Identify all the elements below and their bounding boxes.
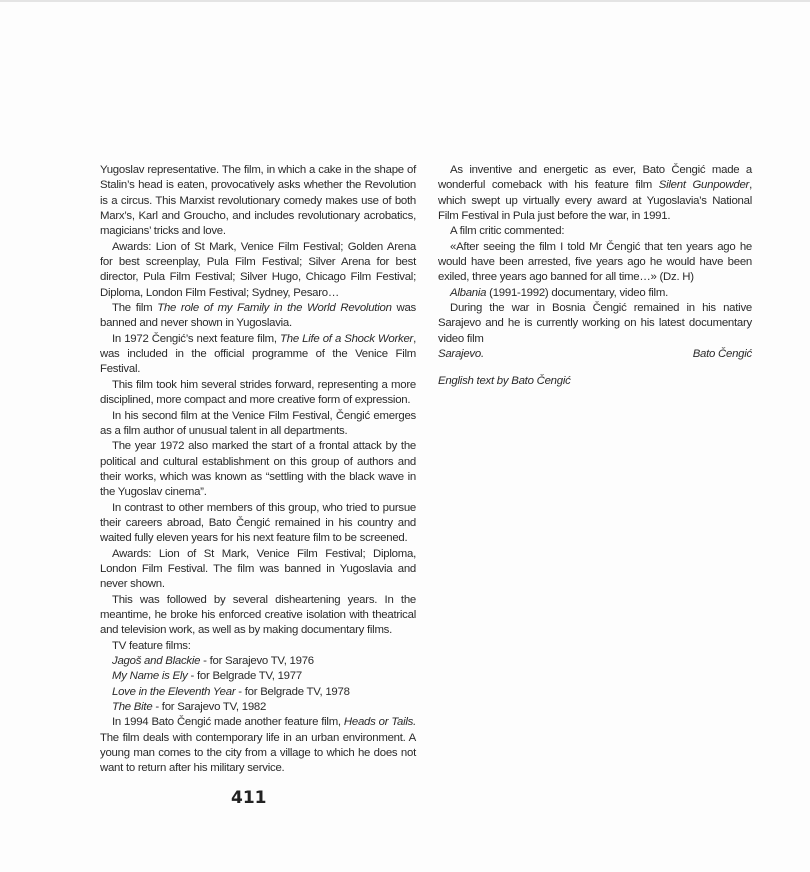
text: In 1994 Bato Čengić made another feature film, [112,716,344,729]
film-title: Heads or Tails. [343,716,416,729]
film-detail: - for Sarajevo TV, 1976 [200,655,314,667]
closing-line [438,347,752,362]
text: , which swept up virtually every award at Yugoslavia’s National Film Festival in Pula just before the war, in 1991. [438,179,753,223]
tv-film-item [100,685,416,700]
film-title: The role of my Family in the World Revolution [157,302,392,315]
text: The film [112,302,158,315]
tv-film-item [100,654,416,669]
text: , was included in the official programme of the Venice Film Festival. [100,332,416,376]
film-title: The Bite [112,701,153,714]
translation-credit [438,374,752,389]
paragraph [438,163,752,224]
critic-quote: «After seeing the film I told Mr Čengić that ten years ago he would have been arrested, five years ago he would have been exiled, three years ago banned for all time…» (Dz. H) [438,240,752,284]
right-text-column [438,163,752,390]
paragraph [100,301,416,332]
credit-text: English text by Bato Čengić [438,375,571,388]
text: As inventive and energetic as ever, Bato Čengić made a wonderful comeback with his feature film [438,164,752,192]
paragraph: A film critic commented: [450,225,565,238]
paragraph: In his second film at the Venice Film Festival, Čengić emerges as a film author of unusual talent in all departments. [100,409,416,437]
page-number: 411 [231,788,267,808]
tv-films-heading: TV feature films: [112,639,191,652]
film-title: Jagoš and Blackie [112,655,201,667]
film-title: My Name is Ely [112,670,188,683]
film-title: Albania [450,286,487,299]
film-detail: - for Sarajevo TV, 1982 [152,701,267,714]
text: In 1972 Čengić’s next feature film, [112,332,281,345]
page-top-edge [0,0,810,2]
film-title: Sarajevo. [438,348,484,361]
tv-film-item [100,700,416,715]
paragraph: The year 1972 also marked the start of a frontal attack by the political and cultural establishment on this group of authors and their works, which was known as “settling with the black wave in the Yugoslav cinema”. [100,440,416,499]
paragraph: In contrast to other members of this group, who tried to pursue their careers abroad, Bato Čengić remained in his country and waited fully eleven years for his next feature film to be screened. [100,501,416,545]
left-text-column [100,163,416,777]
paragraph-awards-2: Awards: Lion of St Mark, Venice Film Festival; Diploma, London Film Festival. The film was banned in Yugoslavia and never shown. [100,547,416,591]
film-title: Love in the Eleventh Year [112,685,236,698]
film-title: Silent Gunpowder [658,179,750,192]
paragraph: This was followed by several disheartening years. In the meantime, he broke his enforced creative isolation with theatrical and television work, as well as by making documentary films. [100,593,416,637]
film-title: The Life of a Shock Worker [280,332,414,345]
paragraph: This film took him several strides forward, representing a more disciplined, more compact and more creative form of expression. [100,378,416,407]
film-detail: - for Belgrade TV, 1978 [235,685,350,698]
text: (1991-1992) documentary, video film. [486,286,668,299]
paragraph: During the war in Bosnia Čengić remained in his native Sarajevo and he is currently working on his latest documentary video film [438,302,752,345]
paragraph [100,715,416,776]
paragraph [100,332,416,378]
film-detail: - for Belgrade TV, 1977 [187,670,302,683]
tv-film-item [100,669,416,684]
paragraph: Yugoslav representative. The film, in which a cake in the shape of Stalin’s head is eaten, provocatively asks whether the Revolution is a circus. This Marxist revolutionary comedy makes use of both Marx’s, Karl and Groucho, and includes revolutionary acrobatics, magicians’ tricks and love. [100,164,416,238]
text: The film deals with contemporary life in an urban environment. A young man comes to the city from a village to which he does not want to return after his military service. [100,731,416,775]
paragraph-awards-1: Awards: Lion of St Mark, Venice Film Festival; Golden Arena for best screenplay, Pula Film Festival; Silver Arena for best director, Pula Film Festival; Silver Hugo, Chicago Film Festival; Diploma, London Film Festival; Sydney, Pesaro… [100,240,416,299]
author-signature: Bato Čengić [692,348,752,361]
paragraph [438,286,752,301]
text: was banned and never shown in Yugoslavia. [100,302,416,330]
